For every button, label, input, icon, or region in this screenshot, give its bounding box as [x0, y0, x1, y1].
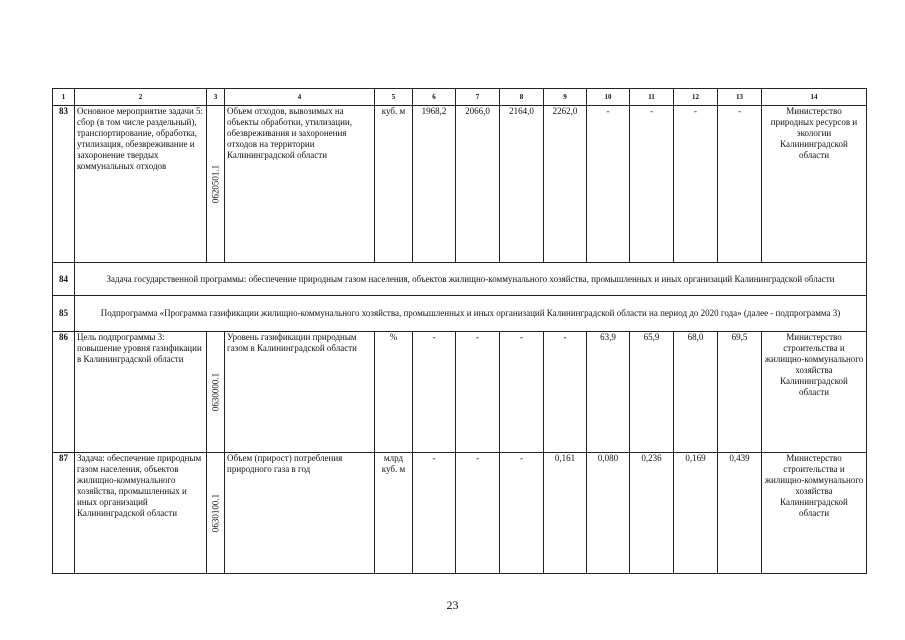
column-number: 2: [75, 89, 207, 106]
column-number: 1: [53, 89, 75, 106]
indicator-value: 69,5: [718, 332, 762, 453]
responsible-org: Министерство природных ресурсов и экологии Калининградской области: [762, 106, 867, 263]
indicator-name: Объем отходов, вывозимых на объекты обработки, утилизации, обезвреживания и захоронения отходов на территории Калининградской области: [225, 106, 375, 263]
column-number: 11: [630, 89, 674, 106]
table-row: [53, 332, 867, 453]
table-row-task: [53, 263, 867, 296]
indicator-value: 63,9: [587, 332, 630, 453]
table-row: [53, 106, 867, 263]
column-number: 7: [456, 89, 500, 106]
measure-name: Цель подпрограммы 3: повышение уровня газификации в Калининградской области: [75, 332, 207, 453]
column-number: 5: [375, 89, 413, 106]
indicator-value: 65,9: [630, 332, 674, 453]
indicator-value: 2262,0: [544, 106, 587, 263]
responsible-org: Министерство строительства и жилищно-коммунального хозяйства Калининградской области: [762, 453, 867, 574]
measure-name: Задача: обеспечение природным газом населения, объектов жилищно-коммунального хозяйства, промышленных и иных организаций Калининградской области: [75, 453, 207, 574]
indicator-value: -: [500, 453, 544, 574]
column-number: 10: [587, 89, 630, 106]
task-heading: Задача государственной программы: обеспечение природным газом населения, объектов жилищно-коммунального хозяйства, промышленных и иных организаций Калининградской области: [75, 263, 867, 296]
indicator-value: 68,0: [674, 332, 718, 453]
budget-code: [207, 453, 225, 574]
unit: млрд куб. м: [375, 453, 413, 574]
page-number: 23: [446, 598, 459, 612]
row-number: 87: [53, 453, 75, 574]
indicator-value: 0,080: [587, 453, 630, 574]
column-number: 14: [762, 89, 867, 106]
indicator-value: -: [500, 332, 544, 453]
budget-code: [207, 106, 225, 263]
indicator-value: 0,169: [674, 453, 718, 574]
indicator-value: 2066,0: [456, 106, 500, 263]
indicator-name: Уровень газификации природным газом в Калининградской области: [225, 332, 375, 453]
column-number: 4: [225, 89, 375, 106]
indicator-value: -: [413, 332, 456, 453]
unit: куб. м: [375, 106, 413, 263]
budget-code: [207, 332, 225, 453]
indicator-value: -: [456, 332, 500, 453]
column-number: 6: [413, 89, 456, 106]
indicators-table: [52, 88, 867, 574]
column-number: 13: [718, 89, 762, 106]
indicator-value: 2164,0: [500, 106, 544, 263]
indicator-value: 0,161: [544, 453, 587, 574]
measure-name: Основное мероприятие задачи 5: сбор (в том числе раздельный), транспортирование, обработка, утилизация, обезвреживание и захоронение твердых коммунальных отходов: [75, 106, 207, 263]
indicator-value: -: [630, 106, 674, 263]
table-row-subprogram: [53, 296, 867, 332]
row-number: 85: [53, 296, 75, 332]
responsible-org: Министерство строительства и жилищно-коммунального хозяйства Калининградской области: [762, 332, 867, 453]
column-number: 9: [544, 89, 587, 106]
column-number: 12: [674, 89, 718, 106]
row-number: 84: [53, 263, 75, 296]
indicator-value: -: [413, 453, 456, 574]
budget-code-text: 0630000.1: [210, 372, 220, 412]
indicator-value: -: [544, 332, 587, 453]
budget-code-text: 0620501.1: [210, 164, 220, 204]
column-number: 3: [207, 89, 225, 106]
column-number-row: [53, 89, 867, 106]
unit: %: [375, 332, 413, 453]
table-row: [53, 453, 867, 574]
indicator-name: Объем (прирост) потребления природного газа в год: [225, 453, 375, 574]
indicator-value: -: [456, 453, 500, 574]
indicator-value: 0,236: [630, 453, 674, 574]
indicator-value: -: [674, 106, 718, 263]
indicator-value: -: [718, 106, 762, 263]
indicator-value: -: [587, 106, 630, 263]
indicator-value: 0,439: [718, 453, 762, 574]
subprogram-heading: Подпрограмма «Программа газификации жилищно-коммунального хозяйства, промышленных и иных организаций Калининградской области на период до 2020 года» (далее - подпрограмма 3): [75, 296, 867, 332]
budget-code-text: 0630100.1: [210, 493, 220, 533]
row-number: 86: [53, 332, 75, 453]
column-number: 8: [500, 89, 544, 106]
row-number: 83: [53, 106, 75, 263]
indicator-value: 1968,2: [413, 106, 456, 263]
